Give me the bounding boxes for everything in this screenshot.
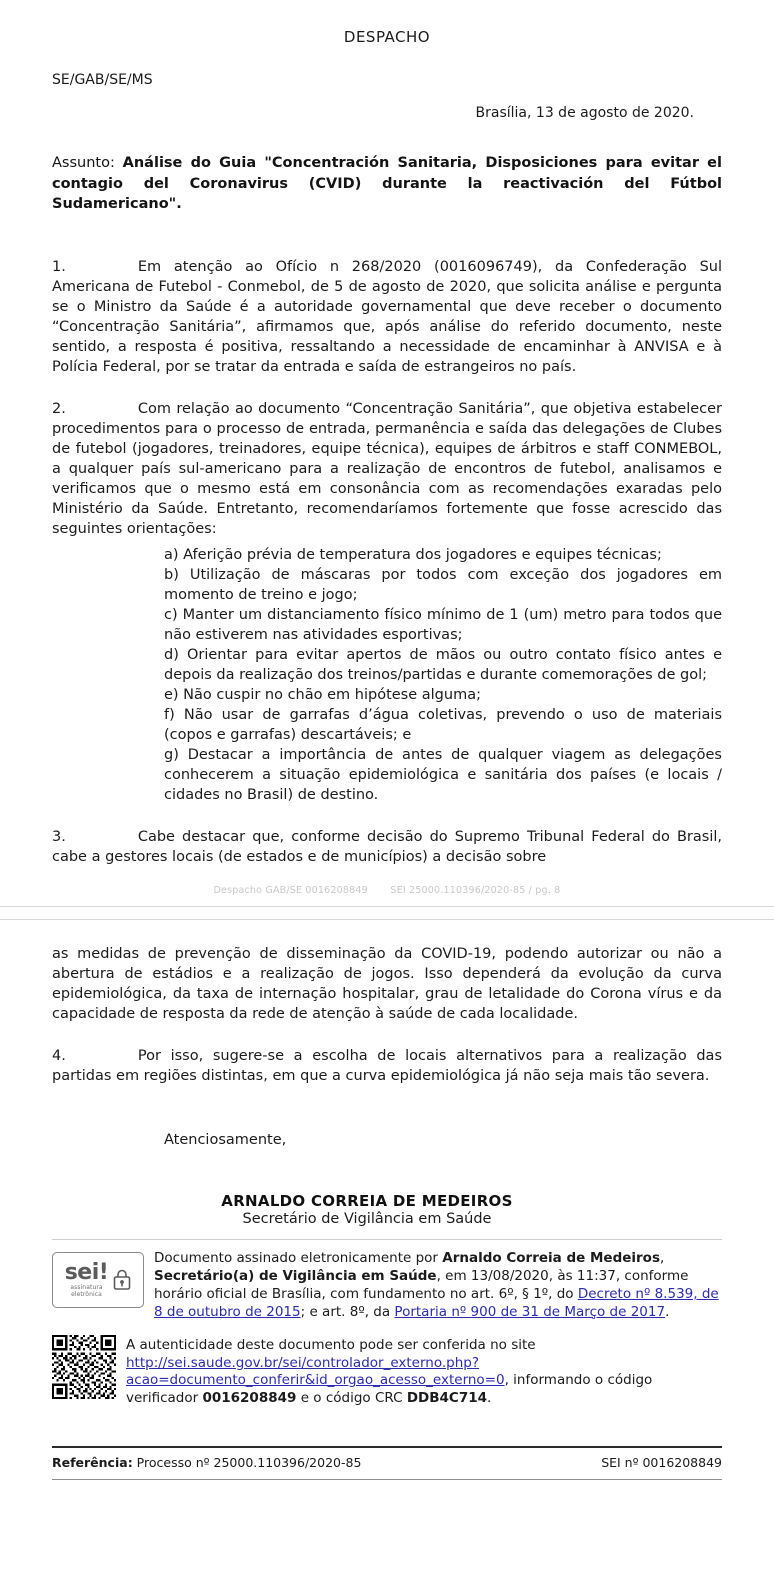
footer-divider-top <box>52 1446 722 1448</box>
verification-url-part1[interactable]: http://sei.saude.gov.br/sei/controlador_externo.php? <box>126 1354 480 1371</box>
paragraph-1-text: Em atenção ao Ofício n 268/2020 (0016096749), da Confederação Sul Americana de Futebol - Conmebol, de 5 de agosto de 2020, que solicita análise e pergunta se o Ministro da Saúde é a autoridade governamental que deve receber o documento “Concentração Sanitária”, afirmamos que, após análise do referido documento, neste sentido, a resposta é positiva, ressaltando a necessidade de encaminhar à ANVISA e à Polícia Federal, por se tratar da entrada e saída de estrangeiros no país. <box>52 258 722 375</box>
paragraph-2-number: 2. <box>52 400 66 417</box>
reference-value: Processo nº 25000.110396/2020-85 <box>132 1455 362 1471</box>
paragraph-4-text: Por isso, sugere-se a escolha de locais alternativos para a realização das partidas em regiões distintas, em que a curva epidemiológica já não seja mais tão severa. <box>52 1047 722 1084</box>
reference-process <box>52 1455 361 1470</box>
sei-logo-subtitle-2: eletrônica <box>71 1290 102 1298</box>
orientations-list <box>164 545 722 805</box>
portaria-link[interactable]: Portaria nº 900 de 31 de Março de 2017 <box>394 1303 666 1320</box>
document-page <box>0 28 774 1576</box>
paragraph-3-part2 <box>52 944 722 1024</box>
issuing-unit-code: SE/GAB/SE/MS <box>52 72 153 88</box>
paragraph-2-text: Com relação ao documento “Concentração Sanitária”, que objetiva estabelecer procedimentos para o processo de entrada, permanência e saída das delegações de Clubes de futebol (jogadores, treinadores, equipe técnica), equipes de árbitros e staff CONMEBOL, a qualquer país sul-americano para a realização de encontros de futebol, analisamos e verificamos que o mesmo está em consonância com as recomendações exaradas pelo Ministério da Saúde. Entretanto, recomendaríamos fortemente que fosse acrescido das seguintes orientações: <box>52 400 722 537</box>
authenticity-text <box>126 1335 722 1409</box>
padlock-icon <box>113 1269 131 1290</box>
list-item: g) Destacar a importância de antes de qualquer viagem as delegações conhecerem a situação epidemiológica e sanitária dos países (e locais / cidades no Brasil) de destino. <box>164 746 722 803</box>
signature-prefix: Documento assinado eletronicamente por <box>154 1249 443 1266</box>
electronic-signature-block <box>52 1249 722 1322</box>
verification-url-part2[interactable]: acao=documento_conferir&id_orgao_acesso_externo=0 <box>126 1372 505 1389</box>
signer-role: Secretário de Vigilância em Saúde <box>242 1210 492 1227</box>
electronic-signature-text <box>154 1249 722 1322</box>
subject-value: Análise do Guia "Concentración Sanitaria, Disposiciones para evitar el contagio del Coronavirus (CVID) durante la reactivación del Fútbol Sudamericano". <box>52 155 722 213</box>
list-item: e) Não cuspir no chão em hipótese alguma; <box>164 686 481 703</box>
list-item: f) Não usar de garrafas d’água coletivas, prevendo o uso de materiais (copos e garrafas) descartáveis; e <box>164 706 722 743</box>
sei-wordmark <box>64 1259 109 1298</box>
signature-suffix: . <box>665 1303 670 1320</box>
reference-footer <box>52 1455 722 1470</box>
paragraph-1-number: 1. <box>52 258 66 275</box>
page-title: DESPACHO <box>343 28 431 46</box>
paragraph-4-number: 4. <box>52 1047 66 1064</box>
reference-label: Referência: <box>52 1455 133 1471</box>
paragraph-2 <box>52 399 722 539</box>
place-and-date: Brasília, 13 de agosto de 2020. <box>475 105 694 121</box>
decree-link[interactable]: Decreto nº 8.539, de 8 de outubro de 2015 <box>154 1285 719 1320</box>
authenticity-end: . <box>487 1390 492 1407</box>
signature-block <box>52 1192 722 1227</box>
paragraph-3-text-part2: as medidas de prevenção de disseminação da COVID-19, podendo autorizar ou não a abertura de estádios e a realização de jogos. Isso dependerá da evolução da curva epidemiológica, da taxa de internação hospitalar, grau de letalidade do Corona vírus e da capacidade de resposta da rede de atenção à saúde de cada localidade. <box>52 945 722 1022</box>
closing-salutation: Atenciosamente, <box>164 1131 287 1148</box>
qr-code-icon <box>52 1335 116 1399</box>
authenticity-after-url: , informando o código verificador <box>126 1372 653 1407</box>
verification-code: 0016208849 <box>202 1390 297 1407</box>
footer-divider-bottom <box>52 1479 722 1480</box>
document-sheet-page2 <box>0 928 774 1481</box>
signature-signer-name: Arnaldo Correia de Medeiros <box>442 1249 660 1266</box>
sei-logo-text: sei! <box>64 1259 109 1285</box>
crc-code: DDB4C714 <box>406 1390 488 1407</box>
list-item: d) Orientar para evitar apertos de mãos ou outro contato físico antes e depois da realização dos treinos/partidas e durante comemorações de gol; <box>164 646 722 683</box>
authenticity-line-1: A autenticidade deste documento pode ser conferida no site <box>126 1336 536 1353</box>
page-break-separator <box>0 906 774 920</box>
subject-label: Assunto: <box>52 155 123 171</box>
signature-between-links: ; e art. 8º, da <box>300 1303 395 1320</box>
list-item: c) Manter um distanciamento físico mínimo de 1 (um) metro para todos que não estiverem nas atividades esportivas; <box>164 606 722 643</box>
sei-number: SEI nº 0016208849 <box>601 1455 722 1471</box>
signature-comma: , <box>660 1249 665 1266</box>
list-item: b) Utilização de máscaras por todos com exceção dos jogadores em momento de treino e jogo; <box>164 566 722 603</box>
signature-middle-text: , em 13/08/2020, às 11:37, conforme horário oficial de Brasília, com fundamento no art. 6º, § 1º, do <box>154 1267 689 1302</box>
signer-name: ARNALDO CORREIA DE MEDEIROS <box>221 1191 513 1210</box>
list-item: a) Aferição prévia de temperatura dos jogadores e equipes técnicas; <box>164 546 662 563</box>
subject-line <box>52 153 722 215</box>
paragraph-3-number: 3. <box>52 828 66 845</box>
paragraph-3-part1 <box>52 827 722 867</box>
divider <box>52 1239 722 1240</box>
clipped-text-artifact <box>52 928 722 944</box>
paragraph-4 <box>52 1046 722 1086</box>
page-footer-stamp: Despacho GAB/SE 0016208849 SEI 25000.110396/2020-85 / pg. 8 <box>213 884 561 896</box>
paragraph-3-text-part1: Cabe destacar que, conforme decisão do Supremo Tribunal Federal do Brasil, cabe a gestores locais (de estados e de municípios) a decisão sobre <box>52 828 722 865</box>
sei-logo <box>52 1252 144 1308</box>
authenticity-block <box>52 1335 722 1409</box>
crc-label: e o código CRC <box>296 1390 407 1407</box>
sei-logo-subtitle-1: assinatura <box>70 1283 103 1291</box>
document-sheet <box>0 28 774 896</box>
signature-signer-role: Secretário(a) de Vigilância em Saúde <box>154 1267 437 1284</box>
paragraph-1 <box>52 257 722 377</box>
